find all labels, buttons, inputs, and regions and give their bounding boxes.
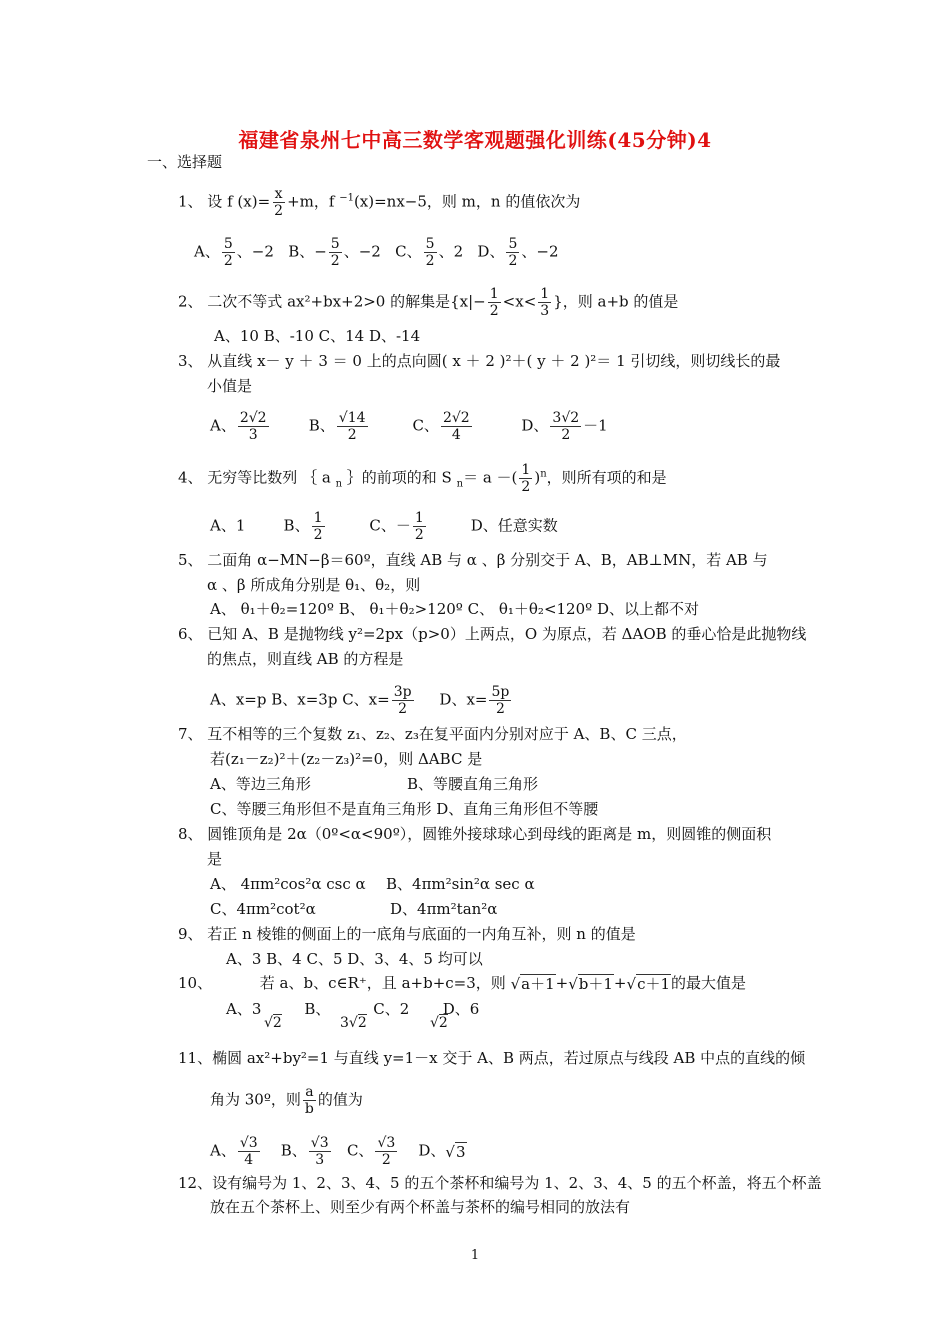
frac-num: 5 xyxy=(330,236,340,252)
question-10 xyxy=(178,973,746,994)
question-9-line-1: 9、 若正 n 棱锥的侧面上的一底角与底面的一内角互补，则 n 的值是 xyxy=(178,925,636,943)
q10-opt-b: B、 xyxy=(304,1000,331,1018)
q10-sqrt-2: √b＋1 xyxy=(568,975,613,993)
frac-num: 5 xyxy=(425,236,435,252)
question-8-option-d: D、4πm²tan²α xyxy=(390,900,498,918)
q1-opt-b-frac xyxy=(329,236,342,269)
q11-frac xyxy=(303,1084,316,1117)
q10-opt-c: C、2 xyxy=(373,1000,410,1018)
q4-opt-c-frac xyxy=(413,510,426,543)
q11-opt-d: D、 xyxy=(418,1141,446,1160)
frac-num: 1 xyxy=(521,462,531,478)
q4-text-b: ｝的前项的和 S xyxy=(342,468,457,487)
q6-opt-abc: A、x=p B、x=3p C、x= xyxy=(210,690,390,709)
question-1 xyxy=(178,186,580,219)
q4-frac xyxy=(519,462,532,495)
question-11-line-1: 11、椭圆 ax²+by²=1 与直线 y=1－x 交于 A、B 两点，若过原点与线段 AB 中点的直线的倾 xyxy=(178,1049,806,1067)
question-7-options-cd: C、等腰三角形但不是直角三角形 D、直角三角形但不等腰 xyxy=(210,800,599,818)
frac-num: 1 xyxy=(489,286,499,302)
q11-opt-b: B、 xyxy=(280,1141,307,1160)
question-5-line-1: 5、 二面角 α−MN−β＝60º，直线 AB 与 α 、β 分别交于 A、B，AB⊥MN，若 AB 与 xyxy=(178,551,768,569)
q10-opt-a: A、3 xyxy=(226,1000,262,1018)
q3-opt-c-frac xyxy=(441,410,472,443)
q11-text-a: 角为 30º，则 xyxy=(210,1090,301,1109)
frac-num: 1 xyxy=(540,286,550,302)
plus-sign: + xyxy=(613,974,627,992)
q1-frac-den: 2 xyxy=(274,203,284,219)
q11-opt-c: C、 xyxy=(346,1141,374,1160)
frac-den: 2 xyxy=(223,253,233,269)
q3-opt-d-tail: －1 xyxy=(583,416,608,435)
q2-frac-2 xyxy=(538,286,551,319)
frac-num: 2√2 xyxy=(442,410,470,426)
frac-den: 2 xyxy=(330,253,340,269)
q1-opt-c-tail: 、2 xyxy=(438,242,464,261)
page-number: 1 xyxy=(470,1248,480,1263)
question-2-options: A、10 B、-10 C、14 D、-14 xyxy=(214,327,421,345)
frac-den: b xyxy=(304,1101,314,1117)
q4-text-d: ) xyxy=(534,468,541,487)
q3-opt-b: B、 xyxy=(308,416,335,435)
question-12-line-1: 12、设有编号为 1、2、3、4、5 的五个茶杯和编号为 1、2、3、4、5 的五个杯盖，将五个杯盖 xyxy=(178,1174,822,1192)
frac-den: 2 xyxy=(381,1152,391,1168)
q1-opt-b-tail: 、−2 xyxy=(343,242,381,261)
q3-opt-d: D、 xyxy=(521,416,549,435)
q4-opt-b: B、 xyxy=(283,516,310,535)
q1-text-a: 1、 设 f (x)= xyxy=(178,192,271,211)
q10-number: 10、 xyxy=(178,974,213,992)
question-12-line-2: 放在五个茶杯上、则至少有两个杯盖与茶杯的编号相同的放法有 xyxy=(210,1198,631,1216)
question-1-options xyxy=(194,236,559,269)
frac-den: 2 xyxy=(489,303,499,319)
frac-num: √14 xyxy=(338,410,366,426)
question-7-option-b: B、等腰直角三角形 xyxy=(407,775,539,793)
question-3-line-2: 小值是 xyxy=(207,377,253,395)
frac-num: 5p xyxy=(491,684,510,700)
question-7-line-1: 7、 互不相等的三个复数 z₁、z₂、z₃在复平面内分别对应于 A、B、C 三点， xyxy=(178,725,687,743)
section-heading: 一、选择题 xyxy=(147,153,223,171)
q4-text-c: ＝ a －( xyxy=(463,468,518,487)
radicand: 3 xyxy=(319,1135,329,1151)
q1-opt-d: D、 xyxy=(477,242,505,261)
frac-den: 2 xyxy=(414,527,424,543)
q2-frac-1 xyxy=(488,286,501,319)
radicand: 3 xyxy=(248,1135,258,1151)
q10-opt-d: D、6 xyxy=(442,1000,480,1018)
q11-opt-a: A、 xyxy=(210,1141,236,1160)
question-7-line-2: 若(z₁－z₂)²＋(z₂－z₃)²=0，则 ΔABC 是 xyxy=(210,750,483,768)
q6-opt-d: D、x= xyxy=(439,690,488,709)
q1-opt-d-tail: 、−2 xyxy=(521,242,559,261)
frac-den: 3 xyxy=(248,427,258,443)
q3-opt-a-frac xyxy=(238,410,269,443)
q6-opt-d-frac xyxy=(489,684,511,717)
question-6-options xyxy=(210,684,513,717)
q4-sub-n: n xyxy=(335,478,343,490)
radicand: 2 xyxy=(357,1015,367,1031)
q4-opt-a: A、1 xyxy=(210,516,246,535)
q11-opt-d-sqrt: √3 xyxy=(445,1142,466,1161)
frac-num: 3√2 xyxy=(552,410,580,426)
q6-opt-c-frac xyxy=(392,684,414,717)
q1-opt-a-tail: 、−2 xyxy=(236,242,274,261)
frac-num: a xyxy=(305,1084,314,1100)
q2-text-a: 2、 二次不等式 ax²+bx+2>0 的解集是{x|− xyxy=(178,292,486,311)
frac-den: 2 xyxy=(508,253,518,269)
frac-den: 2 xyxy=(398,701,408,717)
radicand: a＋1 xyxy=(521,975,555,993)
q10-text-a: 若 a、b、c∈R⁺，且 a+b+c=3，则 xyxy=(259,974,506,992)
question-4 xyxy=(178,462,667,495)
q1-frac-num: x xyxy=(274,186,283,202)
q1-opt-d-frac xyxy=(506,236,519,269)
q10-sqrt-1: √a＋1 xyxy=(510,975,555,993)
frac-den: 3 xyxy=(315,1152,325,1168)
q2-text-b: <x< xyxy=(502,292,537,311)
q11-text-b: 的值为 xyxy=(317,1090,363,1109)
plus-sign: + xyxy=(555,974,569,992)
frac-den: 2 xyxy=(521,479,531,495)
radicand: 3 xyxy=(386,1135,396,1151)
q10-sqrt-3: √c＋1 xyxy=(626,975,671,993)
q1-text-c: (x)=nx−5，则 m，n 的值依次为 xyxy=(353,192,581,211)
radicand: 3 xyxy=(455,1142,466,1161)
q1-opt-a: A、 xyxy=(194,242,220,261)
frac-num: 1 xyxy=(313,510,323,526)
frac-num: 5 xyxy=(223,236,233,252)
frac-num: √3 xyxy=(377,1135,396,1151)
question-8-option-c: C、4πm²cot²α xyxy=(210,900,316,918)
question-3-options xyxy=(210,410,608,443)
q1-opt-c-frac xyxy=(424,236,437,269)
q4-sub-sn: n xyxy=(456,478,464,490)
frac-num: √3 xyxy=(239,1135,258,1151)
q4-text-f: ，则所有项的和是 xyxy=(546,468,667,487)
question-2 xyxy=(178,286,678,319)
q4-opt-b-frac xyxy=(312,510,325,543)
q2-text-c: }，则 a+b 的值是 xyxy=(553,292,679,311)
question-4-options xyxy=(210,510,558,543)
q1-opt-b: B、− xyxy=(288,242,327,261)
question-9-options: A、3 B、4 C、5 D、3、4、5 均可以 xyxy=(226,950,483,968)
q1-opt-a-frac xyxy=(222,236,235,269)
question-5-options: A、 θ₁＋θ₂=120º B、 θ₁＋θ₂>120º C、 θ₁＋θ₂<120º D、以上都不对 xyxy=(210,600,699,618)
question-11-line-2 xyxy=(210,1084,363,1117)
frac-num: 2√2 xyxy=(239,410,267,426)
q4-text-a: 4、 无穷等比数列 ｛ a xyxy=(178,468,336,487)
question-7-option-a: A、等边三角形 xyxy=(210,775,311,793)
question-6-line-1: 6、 已知 A、B 是抛物线 y²=2px（p>0）上两点，O 为原点，若 ΔAOB 的垂心恰是此抛物线 xyxy=(178,625,807,643)
q4-opt-d: D、任意实数 xyxy=(470,516,558,535)
q3-opt-b-frac xyxy=(337,410,368,443)
frac-den: 3 xyxy=(540,303,550,319)
document-title: 福建省泉州七中高三数学客观题强化训练(45分钟)4 xyxy=(238,128,712,152)
radicand: 2 xyxy=(272,1015,282,1031)
question-8-option-b: B、4πm²sin²α sec α xyxy=(386,875,535,893)
q1-text-b: +m，f xyxy=(287,192,340,211)
question-8-line-2: 是 xyxy=(207,850,223,868)
q4-sup-n: n xyxy=(540,468,547,480)
frac-num: √3 xyxy=(310,1135,329,1151)
frac-den: 2 xyxy=(495,701,505,717)
frac-num: 1 xyxy=(414,510,424,526)
frac-num: 3p xyxy=(393,684,412,700)
question-11-options xyxy=(210,1135,467,1168)
question-8-option-a: A、 4πm²cos²α csc α xyxy=(210,875,366,893)
question-8-line-1: 8、 圆锥顶角是 2α（0º<α<90º），圆锥外接球球心到母线的距离是 m，则圆锥的侧面积 xyxy=(178,825,772,843)
q11-opt-b-frac xyxy=(309,1135,331,1168)
q3-opt-d-frac xyxy=(550,410,581,443)
q11-opt-c-frac xyxy=(375,1135,397,1168)
q3-opt-a: A、 xyxy=(210,416,236,435)
q1-opt-c: C、 xyxy=(395,242,422,261)
q1-inverse-sup: −1 xyxy=(339,192,354,204)
frac-den: 4 xyxy=(451,427,461,443)
radicand: c＋1 xyxy=(637,975,671,993)
question-6-line-2: 的焦点，则直线 AB 的方程是 xyxy=(207,650,404,668)
frac-den: 2 xyxy=(425,253,435,269)
q1-fraction xyxy=(272,186,285,219)
question-5-line-2: α 、β 所成角分别是 θ₁、θ₂，则 xyxy=(207,576,421,594)
q11-opt-a-frac xyxy=(238,1135,260,1168)
q3-opt-c: C、 xyxy=(412,416,439,435)
frac-num: 5 xyxy=(508,236,518,252)
question-3-line-1: 3、 从直线 x－ y ＋ 3 ＝ 0 上的点向圆( x ＋ 2 )²＋( y ＋ 2 )²＝ 1 引切线，则切线长的最 xyxy=(178,352,781,370)
radicand: b＋1 xyxy=(578,975,613,993)
q10-opt-a-sqrt: √2 xyxy=(264,1015,282,1031)
q4-opt-c: C、－ xyxy=(369,516,411,535)
radicand: 2 xyxy=(438,1015,448,1031)
q10-text-c: 的最大值是 xyxy=(671,974,747,992)
q10-opt-c-sqrt: √2 xyxy=(430,1015,448,1031)
frac-den: 2 xyxy=(561,427,571,443)
frac-den: 2 xyxy=(313,527,323,543)
q10-opt-b-cbrt: 3√2 xyxy=(340,1015,367,1031)
frac-den: 2 xyxy=(347,427,357,443)
frac-den: 4 xyxy=(244,1152,254,1168)
cbrt-index: 3 xyxy=(340,1015,349,1031)
